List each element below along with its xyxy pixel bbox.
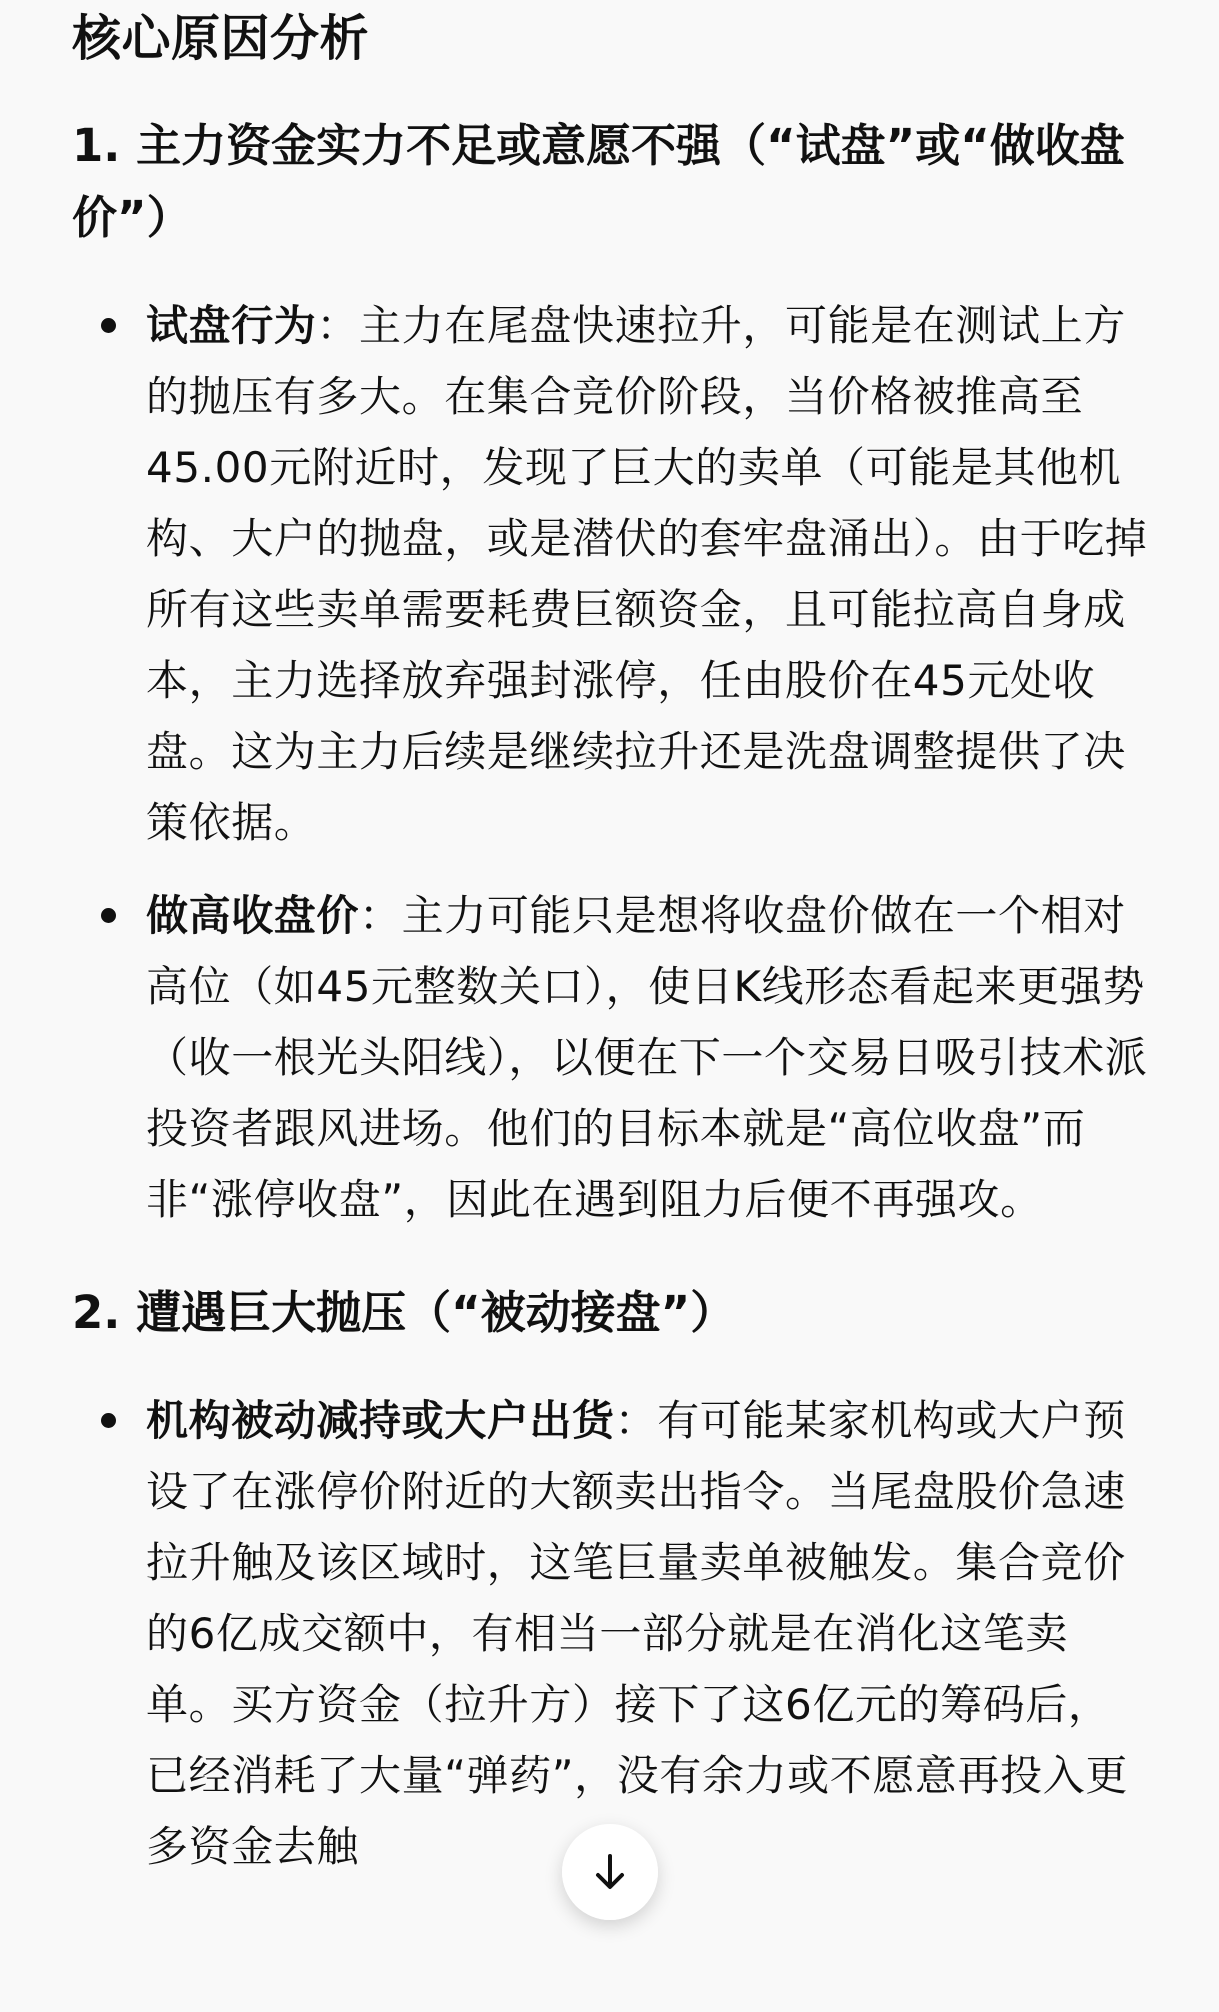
bullet-text: ：有可能某家机构或大户预设了在涨停价附近的大额卖出指令。当尾盘股价急速拉升触及该区域时，这笔巨量卖单被触发。集合竞价的6亿成交额中，有相当一部分就是在消化这笔卖单。买方资金（拉升方）接下了这6亿元的筹码后，已经消耗了大量“弹药”，没有余力或不愿意再投入更多资金去触 bbox=[146, 1396, 1128, 1871]
list-item bbox=[72, 880, 1152, 1235]
bullet-icon bbox=[101, 1413, 116, 1428]
bottom-fade-overlay bbox=[0, 1970, 1219, 2012]
bullet-term: 做高收盘价 bbox=[146, 891, 360, 940]
chat-response-content bbox=[72, 0, 1152, 1904]
bullet-text: ：主力在尾盘快速拉升，可能是在测试上方的抛压有多大。在集合竞价阶段，当价格被推高至45.00元附近时，发现了巨大的卖单（可能是其他机构、大户的抛盘，或是潜伏的套牢盘涌出）。由于吃掉所有这些卖单需要耗费巨额资金，且可能拉高自身成本，主力选择放弃强封涨停，任由股价在45元处收盘。这为主力后续是继续拉升还是洗盘调整提供了决策依据。 bbox=[146, 301, 1148, 847]
section-2-title: 2. 遭遇巨大抛压（“被动接盘”） bbox=[72, 1286, 736, 1339]
bullet-text: ：主力可能只是想将收盘价做在一个相对高位（如45元整数关口），使日K线形态看起来更强势（收一根光头阳线），以便在下一个交易日吸引技术派投资者跟风进场。他们的目标本就是“高位收盘”而非“涨停收盘”，因此在遇到阻力后便不再强攻。 bbox=[146, 891, 1148, 1224]
bullet-icon bbox=[101, 908, 116, 923]
section-1-list bbox=[72, 290, 1152, 1235]
list-item bbox=[72, 1385, 1152, 1882]
bullet-icon bbox=[101, 318, 116, 333]
bullet-term: 机构被动减持或大户出货 bbox=[146, 1396, 615, 1445]
bullet-term: 试盘行为 bbox=[146, 301, 317, 350]
scroll-down-button[interactable] bbox=[562, 1824, 658, 1920]
section-2-list bbox=[72, 1385, 1152, 1882]
list-item bbox=[72, 290, 1152, 858]
arrow-down-icon bbox=[586, 1848, 634, 1896]
page-heading: 核心原因分析 bbox=[72, 10, 370, 67]
section-1-title: 1. 主力资金实力不足或意愿不强（“试盘”或“做收盘价”） bbox=[72, 119, 1125, 244]
